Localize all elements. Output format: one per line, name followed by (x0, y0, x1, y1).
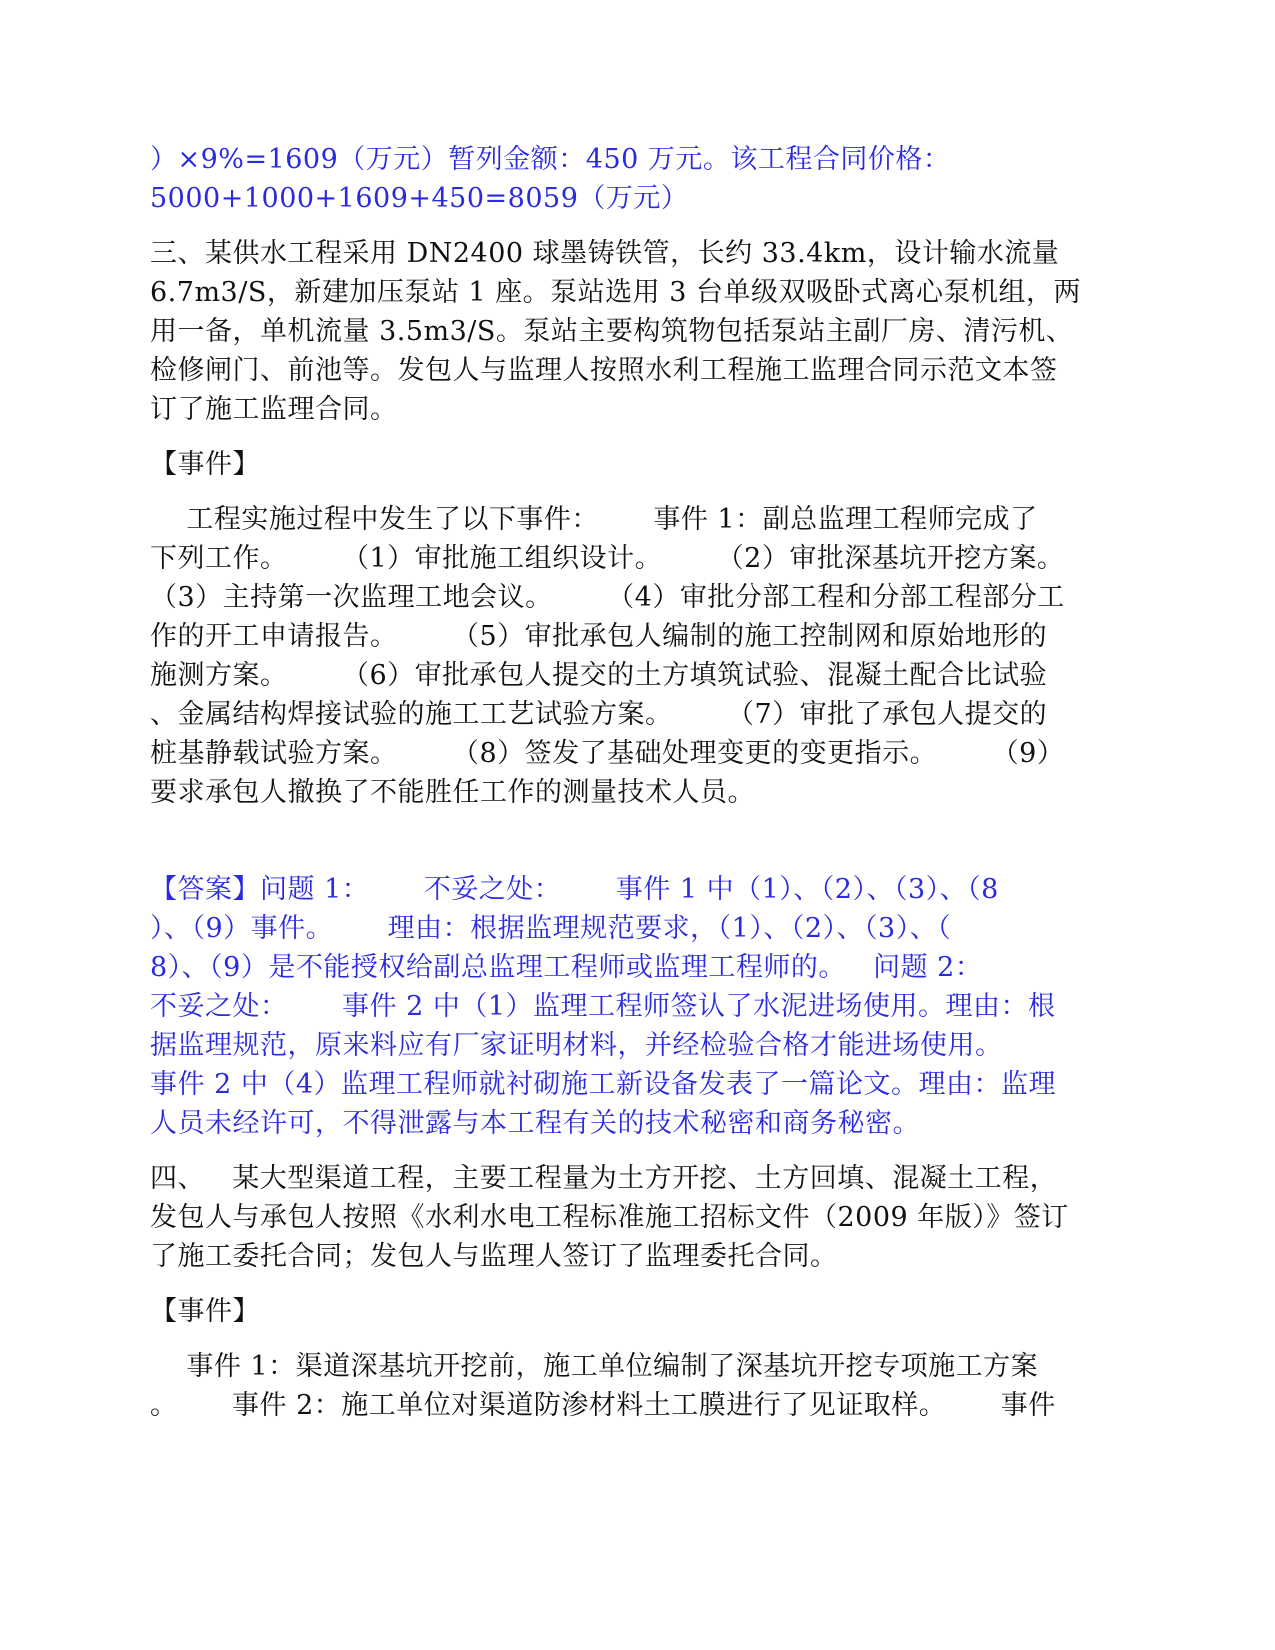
event-heading: 【事件】 (150, 449, 260, 480)
event-text: 施测方案。 （6）审批承包人提交的土方填筑试验、混凝土配合比试验 (150, 660, 1048, 691)
answer-text: ）、（9）事件。 理由：根据监理规范要求，（1）、（2）、（3）、（ (150, 913, 952, 944)
question-3-text: 6.7m3/S，新建加压泵站 1 座。泵站选用 3 台单级双吸卧式离心泵机组，两 (150, 277, 1081, 308)
question-3-text: 用一备，单机流量 3.5m3/S。泵站主要构筑物包括泵站主副厂房、清污机、 (150, 316, 1074, 347)
answer-text: 事件 2 中（4）监理工程师就衬砌施工新设备发表了一篇论文。理由：监理 (150, 1069, 1057, 1100)
question-3-text: 三、某供水工程采用 DN2400 球墨铸铁管，长约 33.4km，设计输水流量 (150, 238, 1060, 269)
question-4-text: 四、 某大型渠道工程，主要工程量为土方开挖、土方回填、混凝土工程， (150, 1163, 1058, 1194)
answer-text: 人员未经许可，不得泄露与本工程有关的技术秘密和商务秘密。 (150, 1108, 920, 1139)
event-text: （3）主持第一次监理工地会议。 （4）审批分部工程和分部工程部分工 (150, 582, 1065, 613)
event-text: 桩基静载试验方案。 （8）签发了基础处理变更的变更指示。 （9） (150, 738, 1065, 769)
calc-line: 5000+1000+1609+450=8059（万元） (150, 183, 689, 214)
question-4-text: 了施工委托合同；发包人与监理人签订了监理委托合同。 (150, 1241, 838, 1272)
event-text: 要求承包人撤换了不能胜任工作的测量技术人员。 (150, 777, 755, 808)
question-3-text: 检修闸门、前池等。发包人与监理人按照水利工程施工监理合同示范文本签 (150, 355, 1058, 386)
event-text: 作的开工申请报告。 （5）审批承包人编制的施工控制网和原始地形的 (150, 621, 1048, 652)
event-heading: 【事件】 (150, 1296, 260, 1327)
answer-text: 据监理规范，原来料应有厂家证明材料，并经检验合格才能进场使用。 (150, 1030, 1003, 1061)
calc-line: ）×9%=1609（万元）暂列金额：450 万元。该工程合同价格： (150, 144, 951, 175)
event-text: 下列工作。 （1）审批施工组织设计。 （2）审批深基坑开挖方案。 (150, 543, 1065, 574)
answer-text: 8）、（9）是不能授权给副总监理工程师或监理工程师的。 问题 2： (150, 952, 983, 983)
event-text: 工程实施过程中发生了以下事件： 事件 1：副总监理工程师完成了 (150, 504, 1038, 535)
event-text: 事件 1：渠道深基坑开挖前，施工单位编制了深基坑开挖专项施工方案 (150, 1351, 1039, 1382)
question-4-text: 发包人与承包人按照《水利水电工程标准施工招标文件（2009 年版）》签订 (150, 1202, 1069, 1233)
answer-text: 不妥之处： 事件 2 中（1）监理工程师签认了水泥进场使用。理由：根 (150, 991, 1056, 1022)
question-3-text: 订了施工监理合同。 (150, 394, 398, 425)
answer-text: 【答案】问题 1： 不妥之处： 事件 1 中（1）、（2）、（3）、（8 (150, 874, 999, 905)
event-text: 、金属结构焊接试验的施工工艺试验方案。 （7）审批了承包人提交的 (150, 699, 1048, 730)
event-text: 。 事件 2：施工单位对渠道防渗材料土工膜进行了见证取样。 事件 (150, 1390, 1056, 1421)
